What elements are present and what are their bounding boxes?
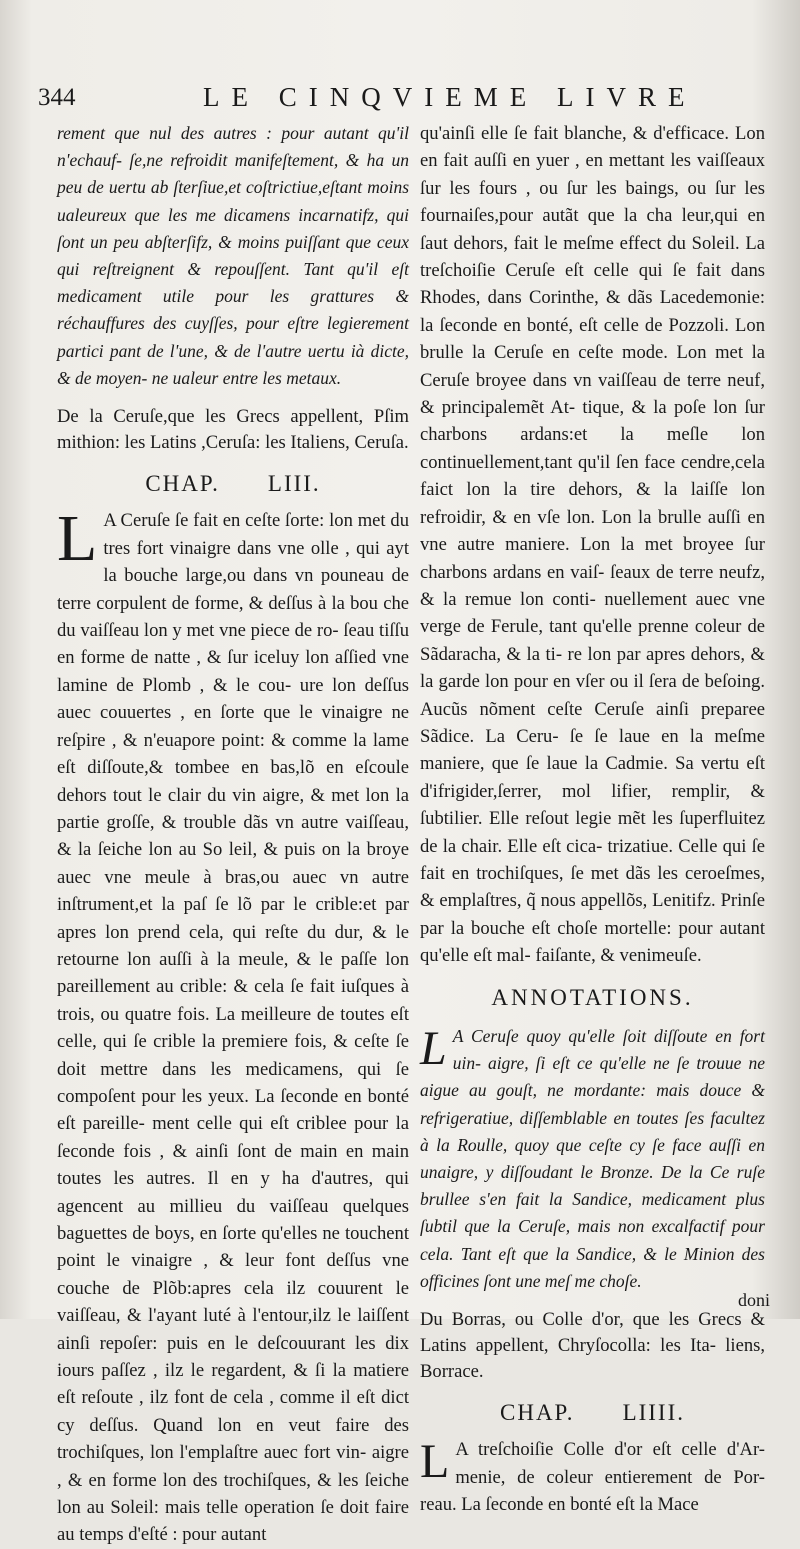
annotation-body: A Ceruſe quoy qu'elle ſoit diſſoute en fort uin- aigre, ſi eſt ce qu'elle ne ſe trouue ne aigue au gouſt, ne mordante: mais douce & refrigeratiue, diſſemblable en toutes ſes facultez à la Roulle, quoy que ceſte cy ſe face auſſi en unaigre, y diſſoudant le Bronze. De la Ce ruſe brullee s'en fait la Sandice, medicament plus ſubtil que la Ceruſe, mais non excalfactif pour cela. Tant eſt que la Sandice, & le Minion des officines ſont une meſ me choſe. <box>420 1026 765 1291</box>
chapter-text-2: A treſchoiſie Colle d'or eſt celle d'Ar- menie, de coleur entierement de Por- reau. La ſeconde en bonté eſt la Mace <box>420 1439 765 1516</box>
chapter-label: CHAP. <box>145 471 220 497</box>
section-title-borras: Du Borras, ou Colle d'or, que les Grecs & Latins appellent, Chryſocolla: les Ita- liens, Borrace. <box>420 1309 765 1383</box>
chapter-body-ceruse <box>57 502 409 1548</box>
left-column <box>57 120 409 1549</box>
right-column <box>420 120 765 1519</box>
section-title-ceruse: De la Ceruſe,que les Grecs appellent, Pſim mithion: les Latins ,Ceruſa: les Italiens, Ceruſa. <box>57 406 409 454</box>
drop-cap-letter-2: L <box>420 1435 450 1489</box>
catchword: doni <box>737 1290 770 1310</box>
page-number: 344 <box>38 84 76 111</box>
page-header <box>38 82 778 118</box>
running-title: LE CINQVIEME LIVRE <box>203 82 697 112</box>
chapter-body-continued: qu'ainſi elle ſe fait blanche, & d'efficace. Lon en fait auſſi en yuer , en mettant les vaiſſeaux ſur les fours , ou ſur les baings, ou ſur les fournaiſes,pour autãt que la cha leur,qui en ſaut dehors, fait le meſme effect du Soleil. La treſchoiſie Ceruſe eſt celle qui ſe fait dans Rhodes, dans Corinthe, & dãs Lacedemonie: la ſeconde en bonté, eſt celle de Pozzoli. Lon brulle la Ceruſe en ceſte mode. Lon met la Ceruſe broyee dans vn vaiſſeau de terre neuf, & principalemẽt At- tique, & la poſe lon ſur charbons ardans:et la meſle lon continuellement,tant qu'il ſen face cendre,cela faict lon la tire dehors, & la laiſſe lon refroidir, & en vſe lon. Lon la brulle auſſi en vne autre maniere. Lon la met broyee ſur charbons ardans en vaiſ- ſeaux de terre neufz, & la remue lon conti- nuellement auec vne verge de Ferule, tant qu'elle prenne coleur de Sãdaracha, & la ti- re lon par apres dehors, & la garde lon pour en vſer ou il ſera de beſoing. Aucũs nõment ceſte Ceruſe ainſi preparee Sãdice. La Ceru- ſe ſe laue en la meſme maniere, que ſe laue la Cadmie. Sa vertu eſt d'ifrigider,ſerrer, mol lifier, remplir, & ſubtilier. Elle reſout legie mẽt les ſuperfluitez de la chair. Elle eſt cica- trizatiue. Celle qui ſe fait en trochiſques, ſe met dãs les ceroeſmes, & emplaſtres, q̃ nous appellõs, Lenitifz. Prinſe par la bouche eſt choſe mortelle: pour autant qu'elle eſt mal- faiſante, & venimeuſe. <box>420 123 765 967</box>
annotation-text <box>420 1023 765 1295</box>
chapter-body-borras <box>420 1436 765 1518</box>
chapter-number: LIII. <box>267 471 321 497</box>
annotations-heading: ANNOTATIONS. <box>491 984 694 1010</box>
chapter-text: A Ceruſe ſe fait en ceſte ſorte: lon met du tres fort vinaigre dans vne olle , qui ayt la bouche large,ou dans vn pouneau de terre corpulent de forme, & deſſus à la bou che du vaiſſeau lon y met vne piece de ro- ſeau tiſſu en forme de natte , & ſur iceluy lon aſſied vne lamine de Plomb , & le cou- ure lon deſſus auec couuertes , en ſorte que le vinaigre ne reſpire , & n'euapore point: & comme la lame eſt diſſoute,& tombee en bas,lõ en eſcoule dehors tout le clair du vin aigre, & met lon la partie groſſe, & trouble dãs vn autre vaiſſeau, & la ſeiche lon au So leil, & puis on la broye auec vne meule à bras,ou auec vn autre inſtrument,et la paſ ſe lõ par le crible:et par apres lon prend cela, qui reſte du dur, & le retourne lon auſſi à la meule, & le paſſe lon pareillement au crible: & cela ſe fait iuſques à trois, ou quatre fois. La meilleure de toutes eſt celle, qui ſe crible la premiere fois, & ceſte ſe doit mettre dans les medicamens, qui ſe compoſent pour les yeux. La ſeconde en bonté eſt pareille- ment celle qui eſt criblee pour la ſeconde fois , & ainſi ſont de main en main toutes les autres. Il en y ha d'autres, qui agencent au millieu du vaiſſeau quelques baguettes de boys, en ſorte qu'elles ne touchent point le vinaigre , & leur font deſſus vne couche de Plõb:apres cela ilz couurent le vaiſſeau, & l'ayant luté à l'entour,ilz le laiſſent ainſi repoſer: puis en le deſcouurant les dix iours paſſez , ilz le regardent, & ſi la matiere eſt reſoute , ilz font de cela , comme il eſt dict cy deſſus. Quand lon en veut faire des trochiſques, lon l'emplaſtre auec fort vin- aigre , & en forme lon des trochiſques, & les ſeiche lon au Soleil: mais telle operation ſe doit faire au temps d'eſté : pour autant <box>57 510 409 1546</box>
chapter-heading-liiii <box>420 1399 765 1426</box>
annotation-drop-cap: L <box>420 1022 447 1075</box>
chapter-number-2: LIIII. <box>622 1400 685 1426</box>
chapter-heading-liii <box>57 470 409 497</box>
chapter-label-2: CHAP. <box>500 1400 575 1426</box>
italic-commentary: rement que nul des autres : pour autant qu'il n'echauf- ſe,ne refroidit manifeſtement, & ha un peu de uertu ab ſterſiue,et coſtrictiue,eſtant moins ualeureux que les me dicamens incarnatifz, qui ſont un peu abſterſifz, & moins puiſſant que ceux qui reſtreignent & repouſſent. Tant qu'il eſt medicament utile pour les grattures & réchauffures des cuyſſes, pour eſtre legierement partici pant de l'une, & de l'autre uertu ià dicte, & de moyen- ne ualeur entre les metaux. <box>57 123 409 388</box>
drop-cap-letter: L <box>57 502 98 576</box>
